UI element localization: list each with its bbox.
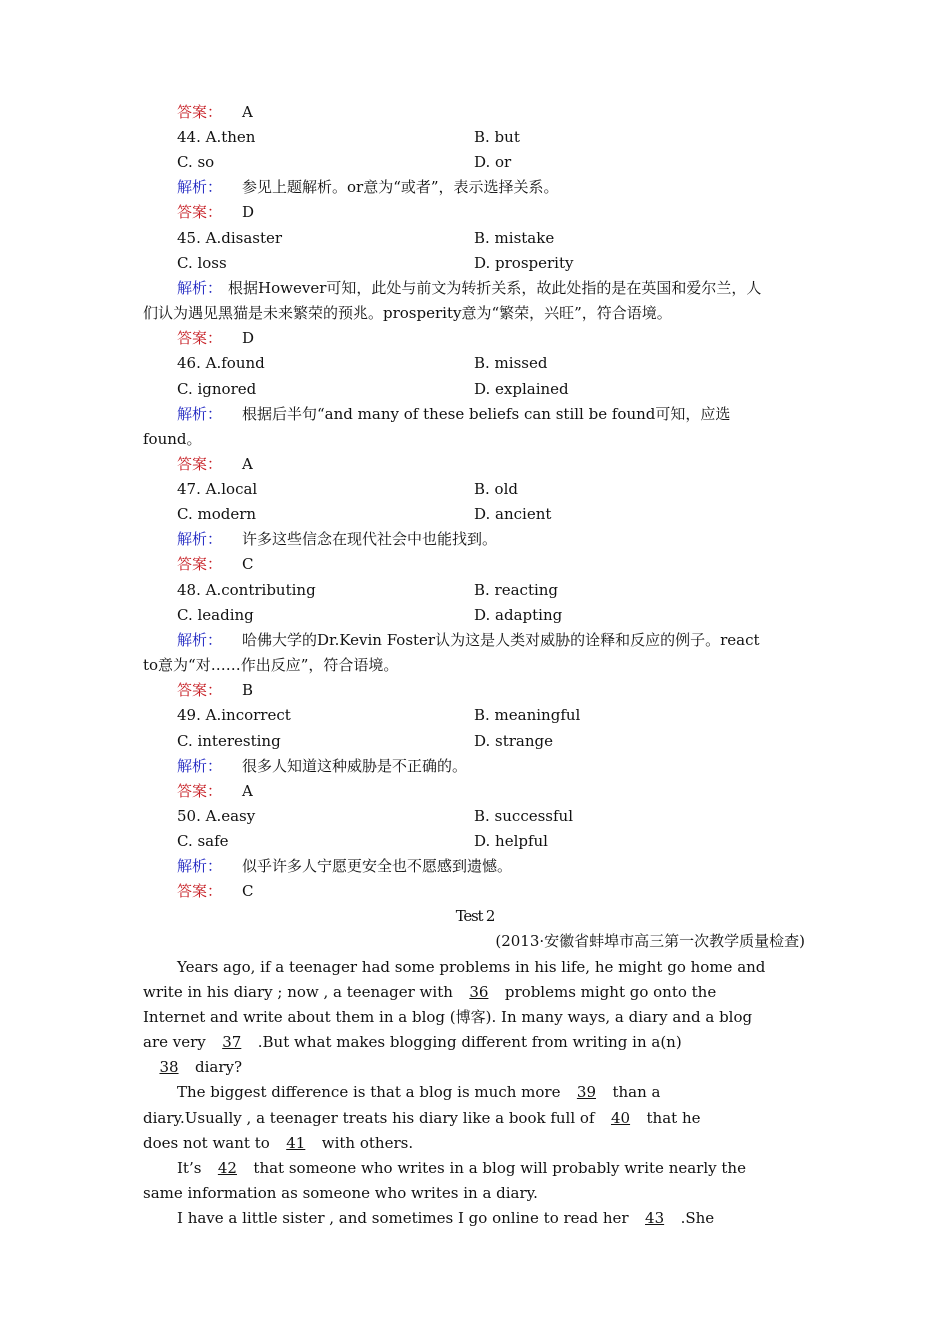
passage-text: .She	[680, 1209, 715, 1227]
explanation-text: 哈佛大学的Dr.Kevin Foster认为这是人类对威胁的诠释和反应的例子。react	[242, 631, 760, 649]
explanation-text: 很多人知道这种威胁是不正确的。	[242, 757, 468, 775]
answer-label: 答案：	[177, 681, 223, 699]
passage-text: The biggest difference is that a blog is much more	[177, 1083, 561, 1101]
q50-option-a: 50. A.easy	[177, 807, 256, 825]
passage-line	[143, 980, 716, 1005]
q48-option-c: C. leading	[177, 606, 254, 624]
q49-option-a: 49. A.incorrect	[177, 706, 291, 724]
answer-label: 答案：	[177, 555, 223, 573]
passage-line	[143, 1131, 413, 1156]
q44-explanation	[177, 175, 559, 200]
q50-explanation	[177, 854, 512, 879]
answer-label: 答案：	[177, 782, 223, 800]
answer-value: A	[242, 455, 253, 473]
q48-answer	[177, 678, 253, 703]
q46-explanation-line2: found。	[143, 430, 202, 448]
q49-option-c: C. interesting	[177, 732, 281, 750]
passage-text: that he	[646, 1109, 701, 1127]
q46-answer	[177, 452, 253, 477]
passage-line	[177, 955, 806, 980]
passage-text: diary?	[195, 1058, 243, 1076]
q44-option-b: B. but	[474, 128, 520, 146]
q48-option-a: 48. A.contributing	[177, 581, 316, 599]
passage-text: Years ago, if a teenager had some problems in his life, he might go home and	[177, 958, 766, 976]
q44-answer	[177, 200, 254, 225]
answer-value: A	[242, 782, 253, 800]
answer-value: D	[242, 203, 255, 221]
q46-option-a: 46. A.found	[177, 354, 265, 372]
test-title: Test 2	[455, 907, 495, 925]
q46-option-c: C. ignored	[177, 380, 257, 398]
explanation-text: 似乎许多人宁愿更安全也不愿感到遗憾。	[242, 857, 513, 875]
q46-explanation-line1	[177, 402, 730, 427]
q46-option-b: B. missed	[474, 354, 548, 372]
q49-explanation	[177, 754, 467, 779]
passage-line	[143, 1055, 242, 1080]
passage-line	[177, 1156, 746, 1181]
q49-answer	[177, 779, 253, 804]
q46-option-d: D. explained	[474, 380, 569, 398]
q44-option-c: C. so	[177, 153, 215, 171]
passage-text: .But what makes blogging different from writing in a(n)	[257, 1033, 682, 1051]
passage-text: than a	[612, 1083, 661, 1101]
q50-option-d: D. helpful	[474, 832, 548, 850]
passage-text: with others.	[321, 1134, 414, 1152]
passage-text: diary.Usually , a teenager treats his diary like a book full of	[143, 1109, 595, 1127]
explanation-text: 参见上题解析。or意为“或者”，表示选择关系。	[242, 178, 559, 196]
passage-line	[143, 1106, 700, 1131]
answer-value: C	[242, 882, 254, 900]
q47-option-a: 47. A.local	[177, 480, 258, 498]
explanation-label: 解析：	[177, 530, 223, 548]
explanation-label: 解析：	[177, 631, 223, 649]
passage-line	[177, 1206, 714, 1231]
answer-line-43	[177, 100, 253, 125]
passage-text: does not want to	[143, 1134, 270, 1152]
answer-value: C	[242, 555, 254, 573]
blank-42[interactable]: 42	[217, 1159, 237, 1177]
explanation-label: 解析：	[177, 279, 223, 297]
test-source: (2013·安徽省蚌埠市高三第一次教学质量检查)	[495, 932, 805, 950]
answer-label: 答案：	[177, 882, 223, 900]
q45-option-d: D. prosperity	[474, 254, 574, 272]
q47-answer	[177, 552, 254, 577]
q45-explanation-line2: 们认为遇见黑猫是未来繁荣的预兆。prosperity意为“繁荣，兴旺”，符合语境。	[143, 304, 672, 322]
answer-value: D	[242, 329, 255, 347]
explanation-text: 许多这些信念在现代社会中也能找到。	[242, 530, 498, 548]
explanation-text: 根据However可知，此处与前文为转折关系，故此处指的是在英国和爱尔兰，人	[228, 279, 762, 297]
q48-explanation-line1	[177, 628, 760, 653]
q44-option-a: 44. A.then	[177, 128, 256, 146]
q48-explanation-line2: to意为“对……作出反应”，符合语境。	[143, 656, 399, 674]
q44-option-d: D. or	[474, 153, 512, 171]
q45-option-a: 45. A.disaster	[177, 229, 283, 247]
explanation-label: 解析：	[177, 757, 223, 775]
answer-label: 答案：	[177, 103, 223, 121]
passage-text: are very	[143, 1033, 206, 1051]
explanation-text: 根据后半句“and many of these beliefs can still be found可知，应选	[242, 405, 731, 423]
answer-label: 答案：	[177, 203, 223, 221]
q48-option-b: B. reacting	[474, 581, 559, 599]
q45-option-c: C. loss	[177, 254, 227, 272]
q45-answer	[177, 326, 254, 351]
q49-option-d: D. strange	[474, 732, 554, 750]
passage-line: Internet and write about them in a blog (博客). In many ways, a diary and a blog	[143, 1008, 753, 1026]
q47-option-c: C. modern	[177, 505, 257, 523]
blank-38[interactable]: 38	[159, 1058, 179, 1076]
answer-label: 答案：	[177, 329, 223, 347]
passage-text: problems might go onto the	[504, 983, 717, 1001]
blank-37[interactable]: 37	[222, 1033, 242, 1051]
blank-36[interactable]: 36	[469, 983, 489, 1001]
passage-text: I have a little sister , and sometimes I go online to read her	[177, 1209, 629, 1227]
q50-answer	[177, 879, 254, 904]
q48-option-d: D. adapting	[474, 606, 563, 624]
q50-option-c: C. safe	[177, 832, 229, 850]
explanation-label: 解析：	[177, 857, 223, 875]
explanation-label: 解析：	[177, 178, 223, 196]
explanation-label: 解析：	[177, 405, 223, 423]
answer-value: B	[242, 681, 254, 699]
blank-41[interactable]: 41	[286, 1134, 306, 1152]
q47-explanation	[177, 527, 497, 552]
passage-text: that someone who writes in a blog will probably write nearly the	[253, 1159, 746, 1177]
passage-text: It’s	[177, 1159, 202, 1177]
passage-line	[177, 1080, 660, 1105]
blank-39[interactable]: 39	[576, 1083, 596, 1101]
passage-line: same information as someone who writes in a diary.	[143, 1184, 538, 1202]
q50-option-b: B. successful	[474, 807, 574, 825]
blank-43[interactable]: 43	[645, 1209, 665, 1227]
q45-explanation-line1	[177, 276, 761, 301]
passage-text: write in his diary ; now , a teenager with	[143, 983, 453, 1001]
passage-line	[143, 1030, 682, 1055]
q49-option-b: B. meaningful	[474, 706, 581, 724]
answer-value: A	[242, 103, 253, 121]
q47-option-d: D. ancient	[474, 505, 552, 523]
q45-option-b: B. mistake	[474, 229, 555, 247]
answer-label: 答案：	[177, 455, 223, 473]
blank-40[interactable]: 40	[610, 1109, 631, 1127]
q47-option-b: B. old	[474, 480, 518, 498]
